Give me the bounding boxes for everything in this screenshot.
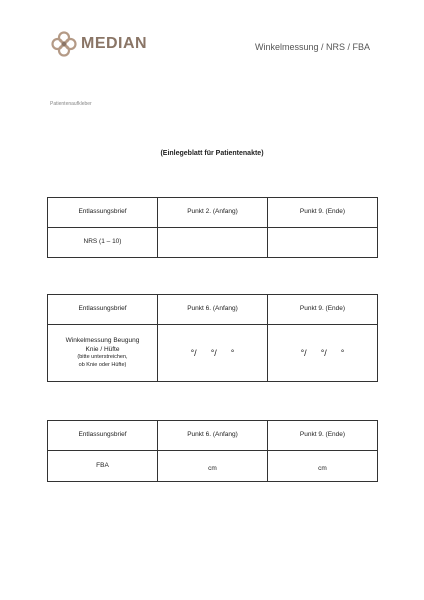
header-cell: Entlassungsbrief <box>48 421 158 451</box>
fba-table <box>47 420 378 482</box>
header-cell: Punkt 6. (Anfang) <box>158 421 268 451</box>
logo-text: MEDIAN <box>81 35 148 52</box>
table-row <box>48 451 378 482</box>
nrs-end-field[interactable] <box>268 228 378 258</box>
table-header-row <box>48 198 378 228</box>
row-note-line: ob Knie oder Hüfte) <box>78 361 127 368</box>
unit-label: cm <box>208 464 217 472</box>
angle-start-field[interactable] <box>158 325 268 382</box>
nrs-start-field[interactable] <box>158 228 268 258</box>
table-header-row <box>48 421 378 451</box>
median-logo <box>50 30 147 58</box>
fba-start-field[interactable] <box>158 451 268 482</box>
degree-mark: ° <box>230 347 235 358</box>
header-cell: Entlassungsbrief <box>48 295 158 325</box>
table-header-row <box>48 295 378 325</box>
form-subtitle: (Einlegeblatt für Patientenakte) <box>160 150 264 157</box>
header-cell: Punkt 9. (Ende) <box>268 198 378 228</box>
header-cell: Punkt 6. (Anfang) <box>158 295 268 325</box>
header-cell: Punkt 9. (Ende) <box>268 421 378 451</box>
row-label: FBA <box>48 451 158 482</box>
angle-table <box>47 294 378 382</box>
patient-sticker-label: Patientenaufkleber <box>50 101 92 107</box>
degree-mark: ° <box>340 347 345 358</box>
degree-mark: °/ <box>320 347 327 358</box>
table-row <box>48 325 378 382</box>
row-label: NRS (1 – 10) <box>48 228 158 258</box>
row-label-line: Winkelmessung Beugung <box>65 336 140 344</box>
fba-end-field[interactable] <box>268 451 378 482</box>
header-cell: Entlassungsbrief <box>48 198 158 228</box>
header-cell: Punkt 9. (Ende) <box>268 295 378 325</box>
unit-label: cm <box>318 464 327 472</box>
degree-mark: °/ <box>300 347 307 358</box>
document-title: Winkelmessung / NRS / FBA <box>254 42 370 52</box>
row-note-line: (bitte unterstreichen, <box>77 354 128 361</box>
table-row <box>48 228 378 258</box>
row-label <box>48 325 158 382</box>
degree-mark: °/ <box>210 347 217 358</box>
header-cell: Punkt 2. (Anfang) <box>158 198 268 228</box>
row-label-line: Knie / Hüfte <box>85 345 120 353</box>
nrs-table <box>47 197 378 258</box>
median-logo-icon <box>50 30 78 58</box>
degree-mark: °/ <box>190 347 197 358</box>
angle-end-field[interactable] <box>268 325 378 382</box>
